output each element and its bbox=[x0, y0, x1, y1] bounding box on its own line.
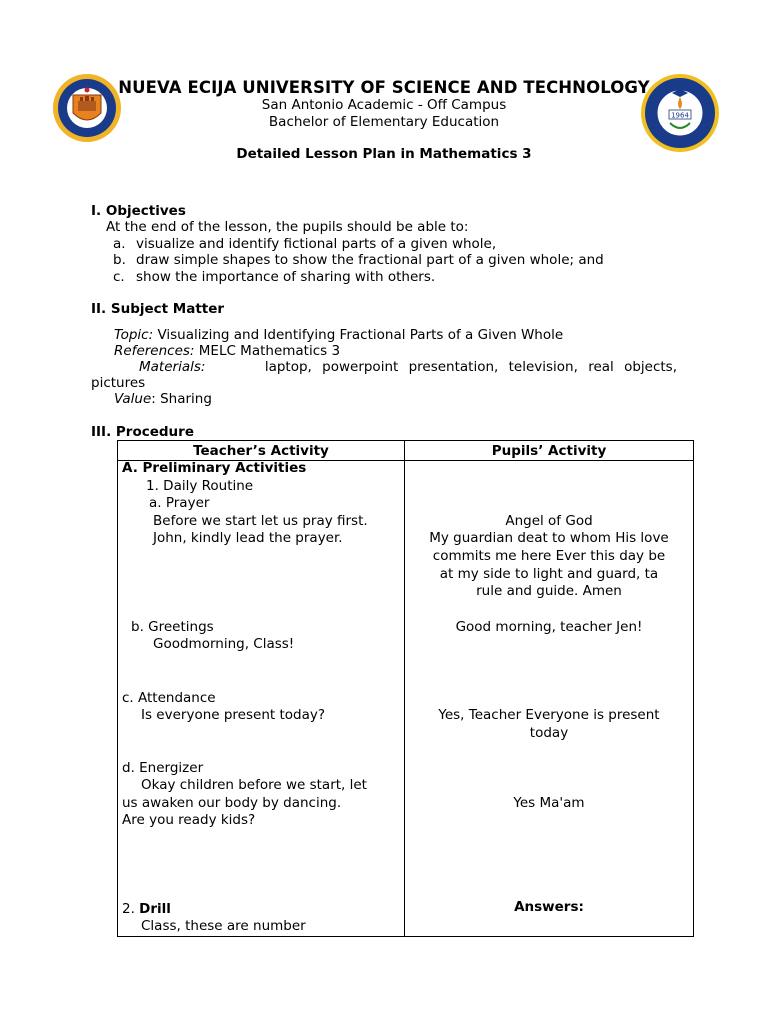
procedure-table-body-row bbox=[118, 461, 694, 937]
topic-line bbox=[114, 327, 563, 343]
objectives-heading: I. Objectives bbox=[91, 203, 186, 219]
pupils-activity-cell bbox=[405, 461, 694, 937]
greetings-line: Goodmorning, Class! bbox=[153, 636, 295, 652]
objective-item-a-letter: a. bbox=[113, 236, 126, 252]
pupils-attendance-line-1: Yes, Teacher Everyone is present bbox=[438, 707, 660, 723]
energizer-line-2: us awaken our body by dancing. bbox=[122, 795, 342, 811]
document-title: Detailed Lesson Plan in Mathematics 3 bbox=[236, 146, 532, 162]
drill-label: Drill bbox=[139, 901, 171, 917]
prayer-instruction-1: Before we start let us pray first. bbox=[153, 513, 368, 529]
objective-item-a-text: visualize and identify fictional parts of a given whole, bbox=[136, 236, 497, 252]
energizer-label: d. Energizer bbox=[122, 760, 204, 776]
topic-label: Topic: bbox=[114, 327, 154, 343]
drill-heading bbox=[122, 900, 171, 918]
pupils-prayer-line-4: at my side to light and guard, ta bbox=[439, 566, 659, 582]
references-value: MELC Mathematics 3 bbox=[198, 343, 341, 359]
materials-label: Materials: bbox=[139, 359, 206, 375]
value-line bbox=[114, 391, 212, 407]
objective-item-c-letter: c. bbox=[113, 269, 125, 285]
seal-year-text: 1964 bbox=[671, 111, 689, 120]
energizer-line-3: Are you ready kids? bbox=[122, 812, 256, 828]
procedure-heading: III. Procedure bbox=[91, 424, 194, 440]
daily-routine-label: 1. Daily Routine bbox=[146, 478, 254, 494]
pupils-prayer-line-1: Angel of God bbox=[505, 513, 593, 529]
pupils-activity-header: Pupils’ Activity bbox=[405, 441, 694, 461]
pupils-prayer-line-2: My guardian deat to whom His love bbox=[429, 530, 669, 546]
program-name: Bachelor of Elementary Education bbox=[268, 114, 500, 130]
pupils-answers-label: Answers: bbox=[514, 899, 584, 915]
materials-value-continued: pictures bbox=[91, 375, 146, 391]
energizer-line-1: Okay children before we start, let bbox=[141, 777, 367, 793]
references-line bbox=[114, 343, 340, 359]
pupils-prayer-line-3: commits me here Ever this day be bbox=[432, 548, 666, 564]
drill-number: 2. bbox=[122, 901, 140, 917]
preliminary-activities-heading: A. Preliminary Activities bbox=[122, 460, 307, 476]
objective-item-b-letter: b. bbox=[113, 252, 126, 268]
materials-line bbox=[139, 359, 677, 375]
attendance-line: Is everyone present today? bbox=[141, 707, 326, 723]
teacher-activity-cell bbox=[118, 461, 405, 937]
topic-value: Visualizing and Identifying Fractional Parts of a Given Whole bbox=[157, 327, 564, 343]
subject-matter-heading: II. Subject Matter bbox=[91, 301, 225, 317]
procedure-table bbox=[117, 440, 694, 937]
prayer-label: a. Prayer bbox=[149, 495, 210, 511]
attendance-label: c. Attendance bbox=[122, 690, 216, 706]
objective-item-c-text: show the importance of sharing with others. bbox=[136, 269, 436, 285]
value-label: Value bbox=[114, 391, 152, 407]
objectives-intro: At the end of the lesson, the pupils should be able to: bbox=[106, 219, 469, 235]
pupils-attendance-line-2: today bbox=[529, 725, 569, 741]
campus-name: San Antonio Academic - Off Campus bbox=[261, 97, 507, 113]
pupils-greetings: Good morning, teacher Jen! bbox=[455, 619, 643, 635]
procedure-table-header-row bbox=[118, 441, 694, 461]
objective-item-b-text: draw simple shapes to show the fractional part of a given whole; and bbox=[136, 252, 604, 268]
pupils-energizer-response: Yes Ma'am bbox=[513, 795, 585, 811]
value-text: : Sharing bbox=[151, 391, 212, 407]
drill-line: Class, these are number bbox=[141, 918, 306, 934]
university-name: NUEVA ECIJA UNIVERSITY OF SCIENCE AND TECHNOLOGY bbox=[118, 78, 650, 97]
teacher-activity-header: Teacher’s Activity bbox=[118, 441, 405, 461]
greetings-label: b. Greetings bbox=[131, 619, 214, 635]
materials-value: laptop, powerpoint presentation, television, real objects, bbox=[264, 359, 677, 375]
references-label: References: bbox=[114, 343, 195, 359]
pupils-prayer-line-5: rule and guide. Amen bbox=[476, 583, 622, 599]
prayer-instruction-2: John, kindly lead the prayer. bbox=[153, 530, 343, 546]
